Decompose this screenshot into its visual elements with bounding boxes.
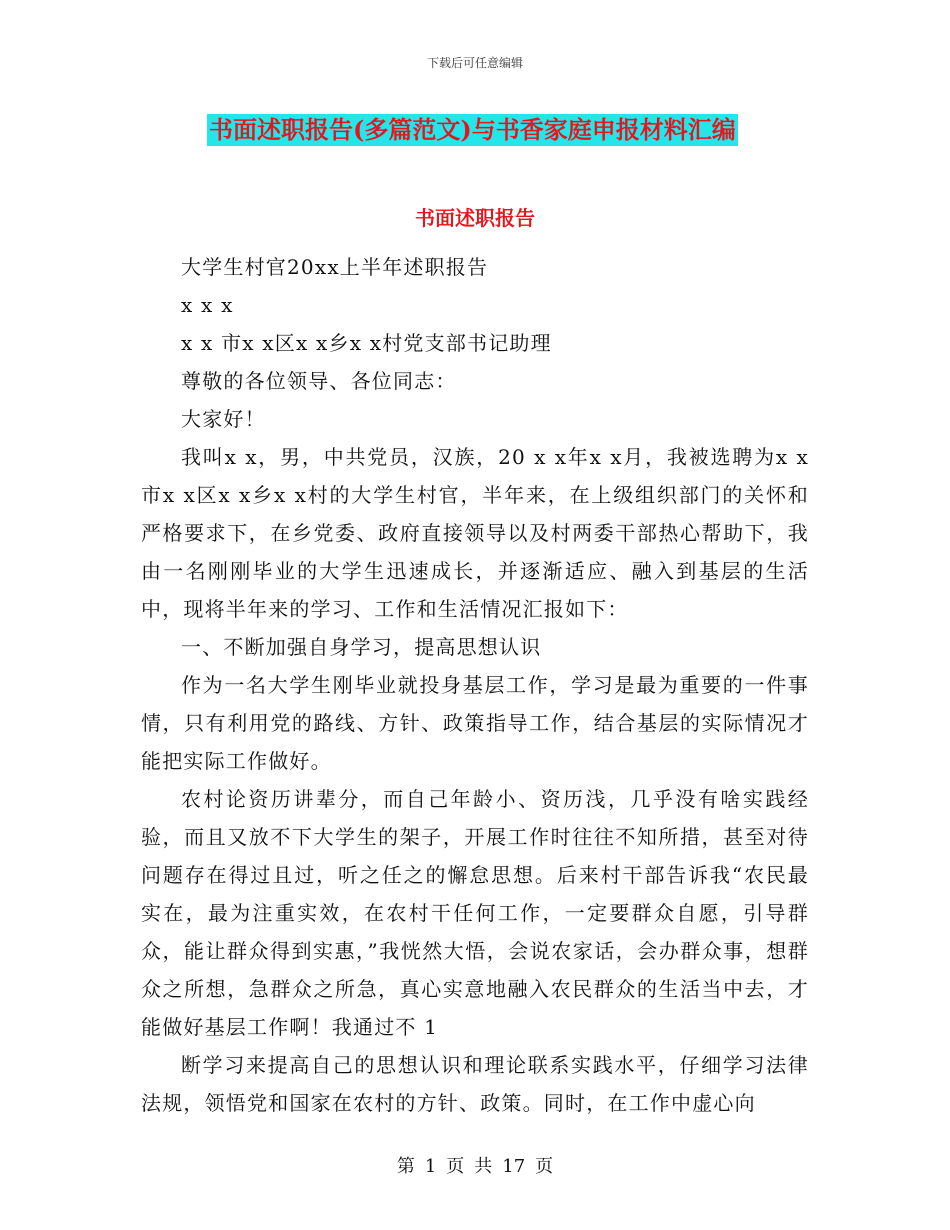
paragraph-greeting: 大家好！ [181, 407, 266, 431]
paragraph-body: 农村论资历讲辈分，而自己年龄小、资历浅，几乎没有啥实践经验，而且又放不下大学生的架子，开展工作时往往不知所措，甚至对待问题存在得过且过，听之任之的懈怠思想。后来村干部告诉我“农民最实在，最为注重实效，在农村干任何工作，一定要群众自愿，引导群众，能让群众得到实惠，”我恍然大悟，会说农家话，会办群众事，想群众之所想，急群众之所急，真心实意地融入农民群众的生活当中去，才能做好基层工作啊！我通过不 1 [141, 787, 809, 1039]
paragraph-report-subtitle: 大学生村官20xx上半年述职报告 [181, 255, 489, 279]
footer-total-unit: 页 [535, 1156, 554, 1177]
page-footer [0, 1152, 950, 1178]
paragraph-body: 断学习来提高自己的思想认识和理论联系实践水平，仔细学习法律法规，领悟党和国家在农村的方针、政策。同时，在工作中虚心向 [141, 1053, 809, 1115]
footer-total-word: 共 [474, 1156, 493, 1177]
footer-total-pages: 17 [502, 1156, 526, 1177]
paragraph-author-name: x x x [181, 293, 234, 317]
footer-page-unit: 页 [446, 1156, 465, 1177]
document-body [141, 248, 809, 1122]
section-title: 书面述职报告 [415, 206, 535, 230]
header-note: 下载后可任意编辑 [426, 56, 523, 70]
document-title: 书面述职报告(多篇范文)与书香家庭申报材料汇编 [209, 115, 736, 144]
paragraph-salutation: 尊敬的各位领导、各位同志： [181, 369, 457, 393]
paragraph-heading-1: 一、不断加强自身学习，提高思想认识 [181, 635, 542, 659]
footer-page-word: 第 [396, 1156, 415, 1177]
paragraph-body: 作为一名大学生刚毕业就投身基层工作，学习是最为重要的一件事情，只有利用党的路线、方针、政策指导工作，结合基层的实际情况才能把实际工作做好。 [141, 673, 809, 773]
paragraph-introduction: 我叫x x，男，中共党员，汉族，20 x x年x x月，我被选聘为x x市x x区x x乡x x村的大学生村官，半年来，在上级组织部门的关怀和严格要求下，在乡党委、政府直接领导以及村两委干部热心帮助下，我由一名刚刚毕业的大学生迅速成长，并逐渐适应、融入到基层的生活中，现将半年来的学习、工作和生活情况汇报如下： [141, 445, 809, 621]
paragraph-author-position: x x 市x x区x x乡x x村党支部书记助理 [181, 331, 552, 355]
footer-page-number: 1 [424, 1156, 437, 1177]
